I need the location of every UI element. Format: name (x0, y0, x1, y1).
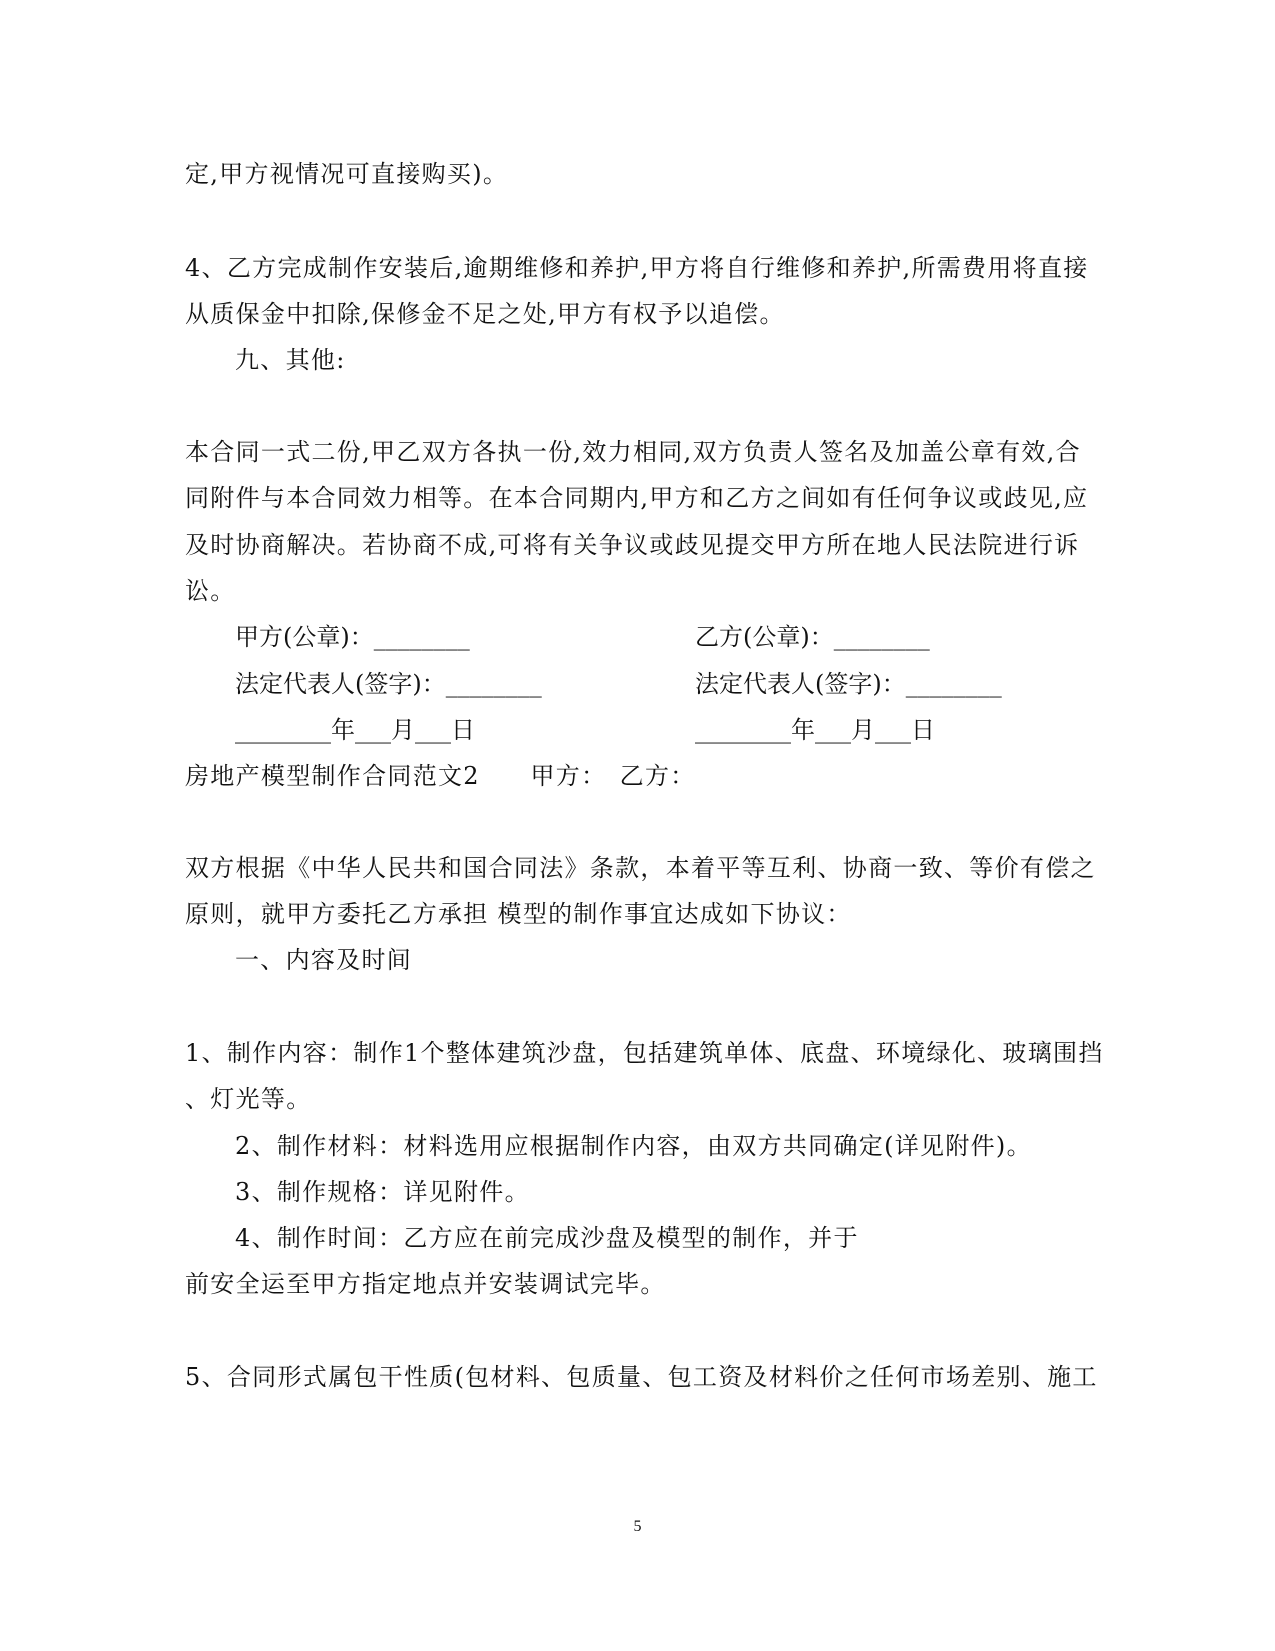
text-line: 原则，就甲方委托乙方承担 模型的制作事宜达成如下协议： (185, 900, 852, 928)
text-line: 1、制作内容：制作1个整体建筑沙盘，包括建筑单体、底盘、环境绿化、玻璃围挡 (185, 1039, 1104, 1067)
text-line: 4、乙方完成制作安装后,逾期维修和养护,甲方将自行维修和养护,所需费用将直接 (185, 254, 1089, 282)
party-b-representative: 法定代表人(签字)：________ (695, 670, 1002, 698)
party-b-seal: 乙方(公章)：________ (695, 623, 930, 651)
text-line: 3、制作规格：详见附件。 (235, 1178, 530, 1206)
page-number: 5 (633, 1518, 642, 1535)
text-line: 2、制作材料：材料选用应根据制作内容，由双方共同确定(详见附件)。 (235, 1132, 1032, 1160)
text-line: 5、合同形式属包干性质(包材料、包质量、包工资及材料价之任何市场差别、施工 (185, 1363, 1098, 1391)
party-b-date: ________年___月___日 (695, 716, 935, 744)
text-line: 、灯光等。 (185, 1085, 312, 1113)
party-a-date: ________年___月___日 (235, 716, 475, 744)
section-heading: 一、内容及时间 (235, 946, 413, 974)
text-line: 本合同一式二份,甲乙双方各执一份,效力相同,双方负责人签名及加盖公章有效,合 (185, 438, 1081, 466)
text-line: 双方根据《中华人民共和国合同法》条款，本着平等互利、协商一致、等价有偿之 (185, 854, 1096, 882)
contract-title: 房地产模型制作合同范文2 甲方： 乙方： (185, 762, 696, 790)
text-line: 从质保金中扣除,保修金不足之处,甲方有权予以追偿。 (185, 300, 785, 328)
text-line: 及时协商解决。若协商不成,可将有关争议或歧见提交甲方所在地人民法院进行诉 (185, 531, 1080, 559)
section-heading: 九、其他: (235, 346, 346, 374)
text-line: 前安全运至甲方指定地点并安装调试完毕。 (185, 1270, 666, 1298)
text-line: 4、制作时间：乙方应在前完成沙盘及模型的制作，并于 (235, 1224, 859, 1252)
text-line: 定,甲方视情况可直接购买)。 (185, 160, 509, 188)
party-a-seal: 甲方(公章)：________ (235, 623, 470, 651)
text-line: 同附件与本合同效力相等。在本合同期内,甲方和乙方之间如有任何争议或歧见,应 (185, 484, 1089, 512)
text-line: 讼。 (185, 577, 236, 605)
party-a-representative: 法定代表人(签字)：________ (235, 670, 542, 698)
